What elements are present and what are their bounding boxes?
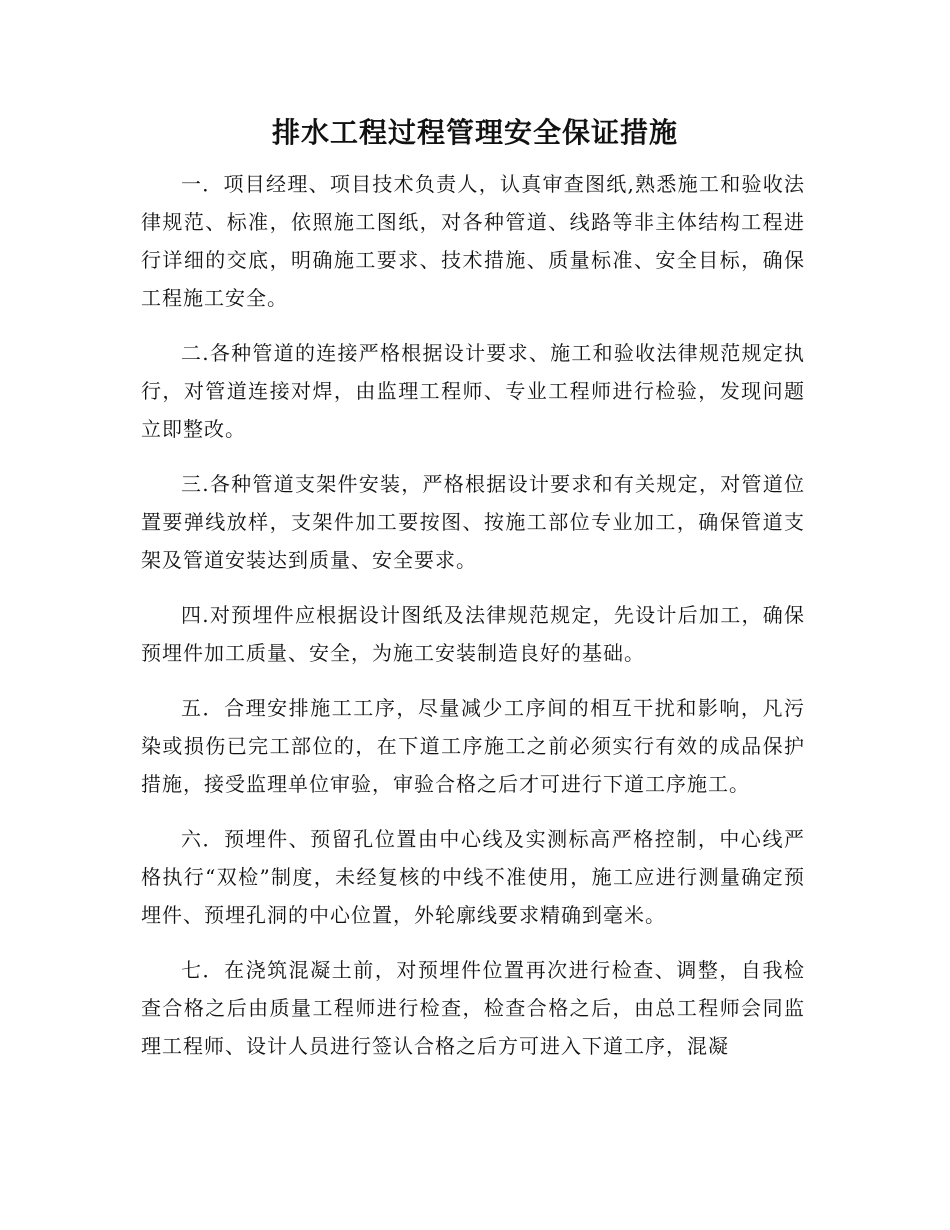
paragraph-6: 六．预埋件、预留孔位置由中心线及实测标高严格控制，中心线严格执行“双检”制度，未经复核的中线不准使用，施工应进行测量确定预埋件、预埋孔洞的中心位置，外轮廓线要求精确到毫米。 [141,827,805,927]
paragraph-2: 二.各种管道的连接严格根据设计要求、施工和验收法律规范规定执行，对管道连接对焊，由监理工程师、专业工程师进行检验，发现问题立即整改。 [141,341,805,441]
document-body [141,165,805,1082]
document-title: 排水工程过程管理安全保证措施 [271,116,678,149]
paragraph-1: 一．项目经理、项目技术负责人，认真审查图纸,熟悉施工和验收法律规范、标准，依照施工图纸，对各种管道、线路等非主体结构工程进行详细的交底，明确施工要求、技术措施、质量标准、安全目标，确保工程施工安全。 [141,172,805,310]
paragraph-7: 七．在浇筑混凝土前，对预埋件位置再次进行检查、调整，自我检查合格之后由质量工程师进行检查，检查合格之后，由总工程师会同监理工程师、设计人员进行签认合格之后方可进入下道工序，混凝 [141,958,805,1058]
paragraph-5: 五．合理安排施工工序，尽量减少工序间的相互干扰和影响，凡污染或损伤已完工部位的，在下道工序施工之前必须实行有效的成品保护措施，接受监理单位审验，审验合格之后才可进行下道工序施工。 [141,696,805,796]
paragraph-4: 四.对预埋件应根据设计图纸及法律规范规定，先设计后加工，确保预埋件加工质量、安全，为施工安装制造良好的基础。 [141,603,805,665]
paragraph-3: 三.各种管道支架件安装，严格根据设计要求和有关规定，对管道位置要弹线放样，支架件加工要按图、按施工部位专业加工，确保管道支架及管道安装达到质量、安全要求。 [141,472,805,572]
